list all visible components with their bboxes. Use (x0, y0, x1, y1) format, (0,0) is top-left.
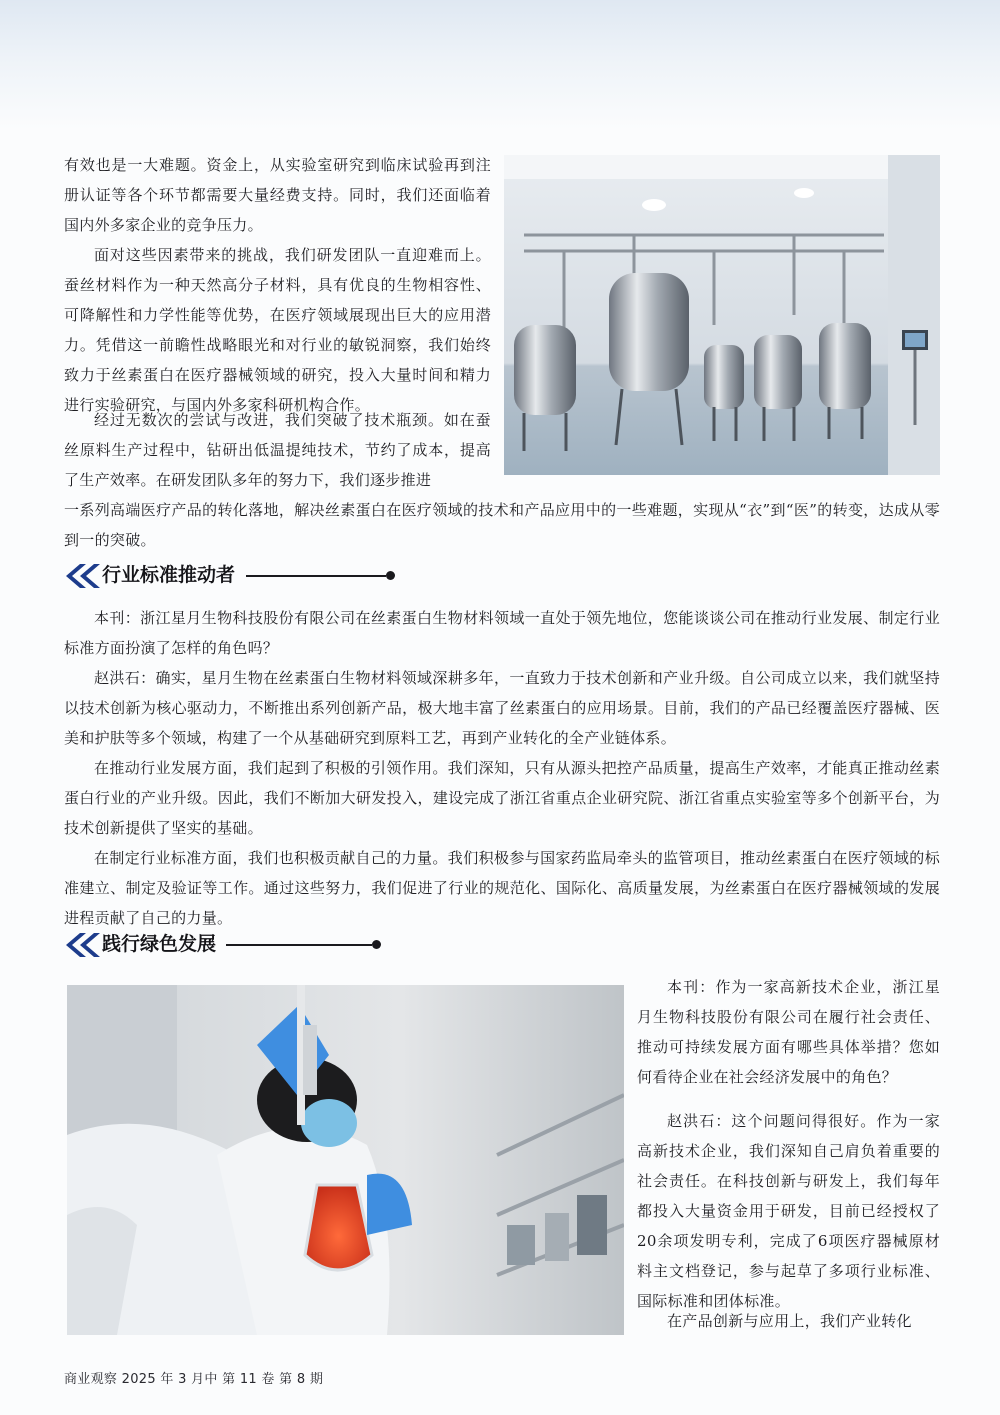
lab-bioreactor-photo (504, 155, 940, 475)
section-rule (226, 944, 372, 946)
scientist-pipetting-photo (67, 985, 624, 1335)
paragraph-product-innovation: 在产品创新与应用上，我们产业转化 (667, 1312, 912, 1330)
paragraph-challenges: 有效也是一大难题。资金上，从实验室研究到临床试验再到注册认证等各个环节都需要大量经费支持。同时，我们还面临着国内外多家企业的竞争压力。 (64, 156, 491, 234)
page-footer: 商业观察 2025 年 3 月中 第 11 卷 第 8 期 (64, 1372, 324, 1387)
section-rule-dot (386, 571, 395, 580)
paragraph-question-social-responsibility: 本刊：作为一家高新技术企业，浙江星月生物科技股份有限公司在履行社会责任、推动可持续发展方面有哪些具体举措？您如何看待企业在社会经济发展中的角色？ (637, 978, 940, 1086)
double-chevron-icon (62, 931, 100, 959)
paragraph-breakthrough: 经过无数次的尝试与改进，我们突破了技术瓶颈。如在蚕丝原料生产过程中，钻研出低温提纯技术，节约了成本，提高了生产效率。在研发团队多年的努力下，我们逐步推进 (64, 411, 491, 489)
paragraph-industry-leadership: 在推动行业发展方面，我们起到了积极的引领作用。我们深知，只有从源头把控产品质量，提高生产效率，才能真正推动丝素蛋白行业的产业升级。因此，我们不断加大研发投入，建设完成了浙江省重点企业研究院、浙江省重点实验室等多个创新平台，为技术创新提供了坚实的基础。 (64, 759, 940, 837)
section-heading-green-development (62, 927, 392, 963)
section-rule (246, 575, 386, 577)
paragraph-standards-contribution: 在制定行业标准方面，我们也积极贡献自己的力量。我们积极参与国家药监局牵头的监管项目，推动丝素蛋白在医疗领域的标准建立、制定及验证等工作。通过这些努力，我们促进了行业的规范化、国际化、高质量发展，为丝素蛋白在医疗器械领域的发展进程贡献了自己的力量。 (64, 849, 940, 927)
paragraph-breakthrough-continued: 一系列高端医疗产品的转化落地，解决丝素蛋白在医疗领域的技术和产品应用中的一些难题，实现从“衣”到“医”的转变，达成从零到一的突破。 (64, 501, 940, 549)
section-rule-dot (372, 940, 381, 949)
section-title: 行业标准推动者 (102, 564, 236, 586)
header-gradient-band (0, 0, 1000, 130)
paragraph-question-industry-role: 本刊：浙江星月生物科技股份有限公司在丝素蛋白生物材料领域一直处于领先地位，您能谈谈公司在推动行业发展、制定行业标准方面扮演了怎样的角色吗？ (64, 609, 940, 657)
paragraph-research-team: 面对这些因素带来的挑战，我们研发团队一直迎难而上。蚕丝材料作为一种天然高分子材料，具有优良的生物相容性、可降解性和力学性能等优势，在医疗领域展现出巨大的应用潜力。凭借这一前瞻性战略眼光和对行业的敏锐洞察，我们始终致力于丝素蛋白在医疗器械领域的研究，投入大量时间和精力进行实验研究，与国内外多家科研机构合作。 (64, 246, 491, 414)
double-chevron-icon (62, 562, 100, 590)
section-title: 践行绿色发展 (102, 933, 217, 955)
paragraph-answer-social-responsibility: 赵洪石：这个问题问得很好。作为一家高新技术企业，我们深知自己肩负着重要的社会责任。在科技创新与研发上，我们每年都投入大量资金用于研发，目前已经授权了20余项发明专利，完成了6项医疗器械原材料主文档登记，参与起草了多项行业标准、国际标准和团体标准。 (637, 1112, 940, 1310)
paragraph-answer-innovation: 赵洪石：确实，星月生物在丝素蛋白生物材料领域深耕多年，一直致力于技术创新和产业升级。自公司成立以来，我们就坚持以技术创新为核心驱动力，不断推出系列创新产品，极大地丰富了丝素蛋白的应用场景。目前，我们的产品已经覆盖医疗器械、医美和护肤等多个领域，构建了一个从基础研究到原料工艺，再到产业转化的全产业链体系。 (64, 669, 940, 747)
section-heading-industry-standards (62, 558, 402, 594)
